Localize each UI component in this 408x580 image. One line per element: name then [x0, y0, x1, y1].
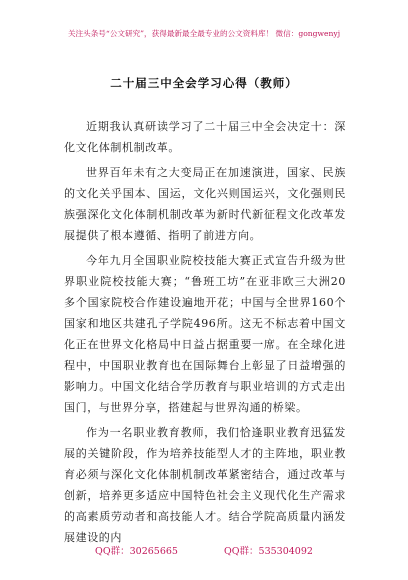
paragraph-1: 近期我认真研读学习了二十届三中全会决定十：深化文化体制机制改革。 — [64, 120, 346, 154]
paragraph-4: 作为一名职业教育教师，我们恰逢职业教育迅猛发展的关键阶段，作为培养技能型人才的主阵地，职业教育必须与深化文化体制机制改革紧密结合，通过改革与创新，培养更多适应中国特色社会主义现代化生产需求的高素质劳动者和高技能人才。结合学院高质量内涵发展建设的内 — [64, 426, 346, 544]
document-title: 二十届三中全会学习心得（教师） — [110, 76, 298, 90]
paragraph-2: 世界百年未有之大变局正在加速演进，国家、民族的文化关乎国本、国运，文化兴则国运兴，文化强则民族强深化文化体制机制改革为新时代新征程文化改革发展提供了根本遵循、指明了前进方向。 — [64, 166, 346, 242]
footer-qq-group-2: QQ群：535304092 — [223, 546, 313, 557]
document-body — [64, 116, 346, 552]
paragraph-3: 今年九月全国职业院校技能大赛正式宣告升级为世界职业院校技能大赛；“鲁班工坊”在亚非欧三大洲20多个国家院校合作建设遍地开花；中国与全世界160个国家和地区共建孔子学院496所。这无不标志着中国文化正在世界文化格局中日益占据重要一席。在全球化进程中，中国职业教育也在国际舞台上彰显了日益增强的影响力。中国文化结合学历教育与职业培训的方式走出国门，与世界分享，搭建起与世界沟通的桥梁。 — [64, 254, 346, 414]
footer-qq-group-1: QQ群：30265665 — [95, 546, 178, 557]
footer-contact — [0, 543, 408, 557]
header-banner: 关注头条号“公文研究”，获得最新最全最专业的公文资料库！ 微信：gongwenyj — [67, 29, 341, 38]
